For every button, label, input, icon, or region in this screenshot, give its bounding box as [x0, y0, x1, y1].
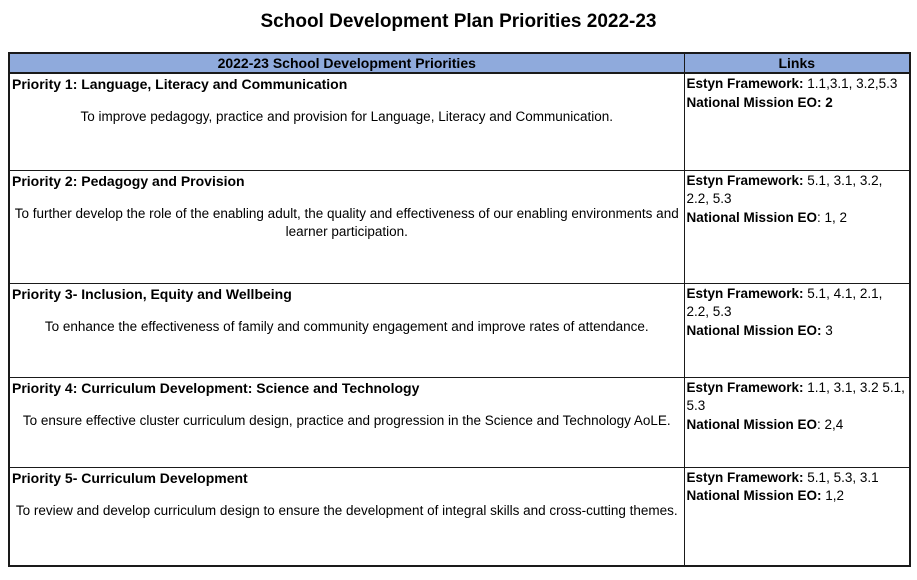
estyn-framework-label: Estyn Framework: [686, 172, 804, 188]
priority-title: Priority 1: Language, Literacy and Communication [12, 76, 348, 92]
links-cell-content [685, 378, 910, 435]
links-cell-content [685, 171, 910, 228]
estyn-framework-values: 1.1,3.1, 3.2,5.3 [803, 76, 898, 91]
estyn-framework-line [687, 285, 908, 322]
links-cell-content [685, 284, 910, 341]
priority-description: To ensure effective cluster curriculum design, practice and progression in the Science and Technology AoLE. [22, 412, 671, 428]
column-header-links: Links [684, 53, 910, 73]
priority-cell [9, 73, 684, 170]
priority-cell [9, 377, 684, 467]
national-mission-values: 1,2 [821, 488, 845, 503]
national-mission-label: National Mission EO: 2 [686, 94, 833, 110]
priority-description: To improve pedagogy, practice and provision for Language, Literacy and Communication. [80, 109, 614, 124]
national-mission-label: National Mission EO: [686, 322, 822, 338]
links-cell-content [685, 74, 910, 112]
national-mission-values: : 2,4 [817, 416, 844, 432]
estyn-framework-line [687, 172, 908, 209]
links-cell [684, 377, 910, 467]
priority-description: To enhance the effectiveness of family and community engagement and improve rates of attendance. [44, 318, 649, 334]
national-mission-line [687, 94, 908, 113]
table-row [9, 283, 910, 377]
estyn-framework-line [687, 469, 908, 488]
links-cell [684, 283, 910, 377]
page-title: School Development Plan Priorities 2022-23 [260, 11, 657, 32]
national-mission-line [687, 322, 908, 341]
column-header-priorities: 2022-23 School Development Priorities [9, 53, 684, 73]
links-cell [684, 170, 910, 283]
national-mission-line [687, 209, 908, 228]
estyn-framework-label: Estyn Framework: [686, 469, 804, 485]
priorities-table [8, 52, 911, 567]
national-mission-label: National Mission EO [686, 209, 818, 225]
national-mission-label: National Mission EO: [686, 488, 822, 503]
table-row [9, 170, 910, 283]
national-mission-values: 3 [821, 322, 833, 338]
priority-cell [9, 170, 684, 283]
estyn-framework-label: Estyn Framework: [686, 76, 804, 91]
priority-cell [9, 283, 684, 377]
estyn-framework-values: 5.1, 4.1, 2.1, 2.2, 5.3 [686, 285, 883, 319]
links-cell-content [685, 468, 910, 506]
table-row [9, 73, 910, 170]
priority-description: To further develop the role of the enabling adult, the quality and effectiveness of our enabling environments and learner participation. [14, 205, 679, 239]
table-header-row [9, 53, 910, 73]
national-mission-line [687, 416, 908, 435]
table-row [9, 467, 910, 566]
table-row [9, 377, 910, 467]
priority-title: Priority 2: Pedagogy and Provision [12, 172, 245, 189]
estyn-framework-line [687, 379, 908, 416]
priority-title: Priority 3- Inclusion, Equity and Wellbeing [12, 285, 292, 302]
national-mission-line [687, 487, 908, 506]
priority-cell [9, 467, 684, 566]
priority-title: Priority 5- Curriculum Development [12, 469, 248, 486]
links-cell [684, 467, 910, 566]
national-mission-values: : 1, 2 [817, 209, 848, 225]
estyn-framework-label: Estyn Framework: [686, 379, 804, 395]
estyn-framework-values: 1.1, 3.1, 3.2 5.1, 5.3 [686, 379, 905, 413]
estyn-framework-values: 5.1, 3.1, 3.2, 2.2, 5.3 [686, 172, 883, 206]
priority-description: To review and develop curriculum design to ensure the development of integral skills and cross-cutting themes. [15, 502, 678, 518]
estyn-framework-label: Estyn Framework: [686, 285, 804, 301]
links-cell [684, 73, 910, 170]
estyn-framework-line [687, 75, 908, 94]
priority-title: Priority 4: Curriculum Development: Science and Technology [12, 379, 420, 396]
estyn-framework-values: 5.1, 5.3, 3.1 [803, 469, 879, 485]
national-mission-label: National Mission EO [686, 416, 818, 432]
